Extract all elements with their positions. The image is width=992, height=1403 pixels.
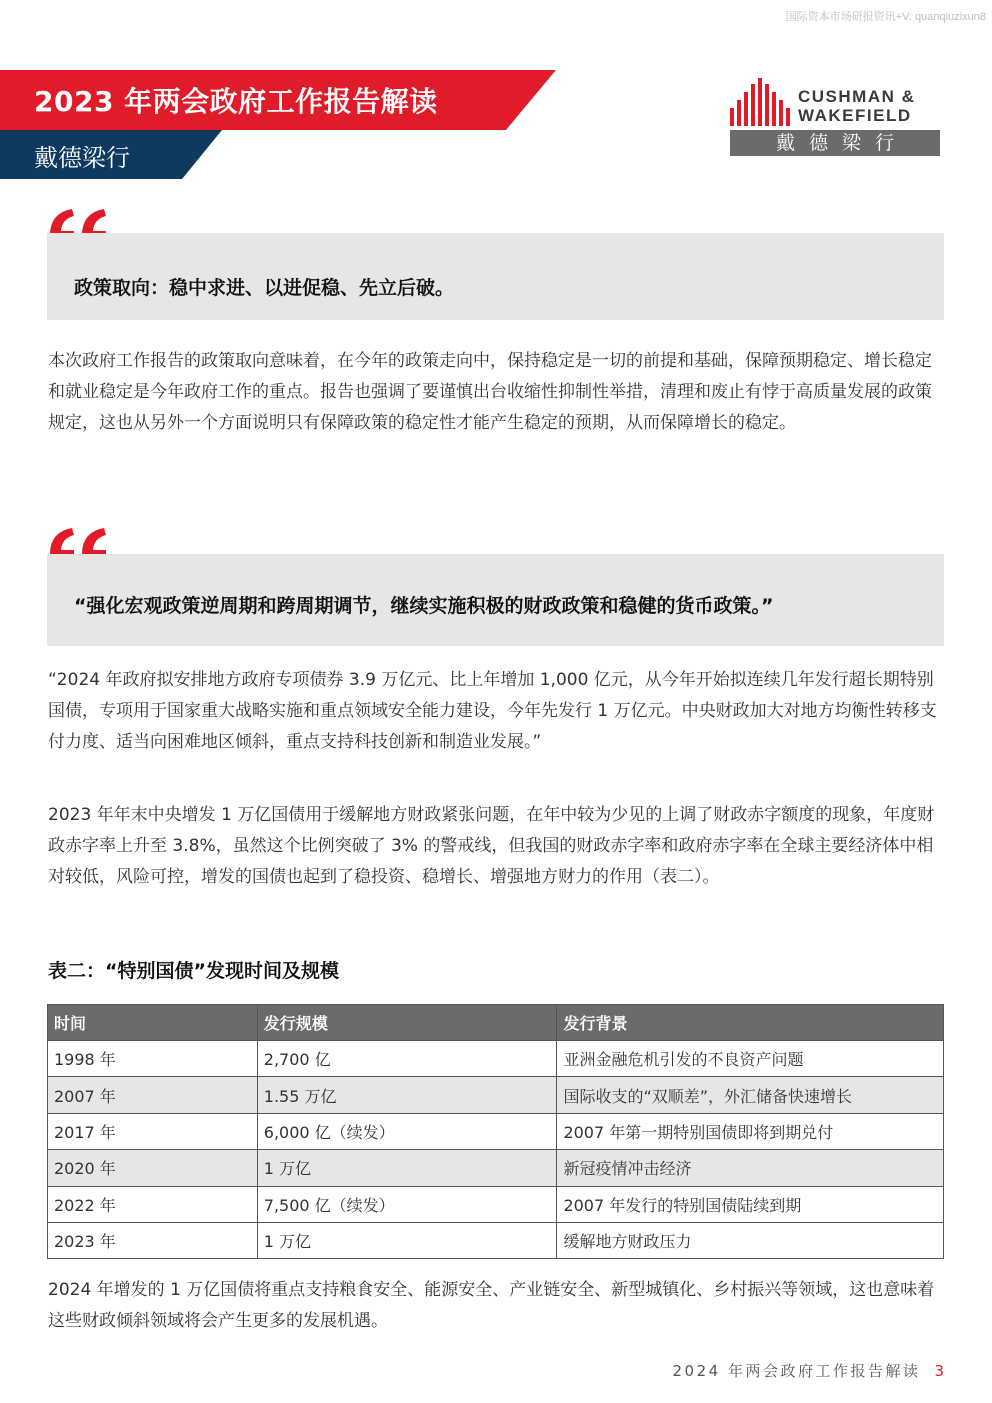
table-cell: 2,700 亿 — [257, 1041, 557, 1077]
page-footer — [673, 1360, 945, 1381]
footer-title: 2024 年两会政府工作报告解读 — [672, 1362, 921, 1380]
table-cell: 新冠疫情冲击经济 — [557, 1150, 944, 1186]
paragraph: 2024 年增发的 1 万亿国债将重点支持粮食安全、能源安全、产业链安全、新型城镇化、乡村振兴等领域，这也意味着这些财政倾斜领域将会产生更多的发展机遇。 — [48, 1280, 935, 1331]
table-row — [48, 1113, 944, 1149]
table-cell: 1 万亿 — [257, 1222, 557, 1258]
paragraph: 2023 年年末中央增发 1 万亿国债用于缓解地方财政紧张问题，在年中较为少见的上调了财政赤字额度的现象，年度财政赤字率上升至 3.8%，虽然这个比例突破了 3% 的警戒线，但我国的财政赤字率和政府赤字率在全球主要经济体中相对较低，风险可控，增发的国债也起到了稳投资、稳增长、增强地方财力的作用（表二）。 — [48, 805, 935, 887]
table-cell: 2007 年发行的特别国债陆续到期 — [557, 1186, 944, 1222]
table-cell: 2007 年 — [48, 1077, 258, 1113]
quote-box — [47, 233, 944, 320]
table-header-row — [48, 1005, 944, 1041]
table-cell: 6,000 亿（续发） — [257, 1113, 557, 1149]
table-cell: 1998 年 — [48, 1041, 258, 1077]
page-title: 2023 年两会政府工作报告解读 — [34, 85, 438, 118]
table-header-cell: 时间 — [48, 1005, 258, 1041]
table-cell: 1.55 万亿 — [257, 1077, 557, 1113]
table-cell: 国际收支的“双顺差”，外汇储备快速增长 — [557, 1077, 944, 1113]
watermark: 国际资本市场研报资讯+V: quanqiuzixun8 — [785, 11, 986, 23]
table-cell: 2020 年 — [48, 1150, 258, 1186]
page-subtitle: 戴德梁行 — [34, 144, 130, 172]
quote-text: “强化宏观政策逆周期和跨周期调节，继续实施积极的财政政策和稳健的货币政策。” — [74, 595, 774, 617]
table-row — [48, 1041, 944, 1077]
table-row — [48, 1222, 944, 1258]
table-cell: 2023 年 — [48, 1222, 258, 1258]
table-cell: 1 万亿 — [257, 1150, 557, 1186]
table-cell: 2017 年 — [48, 1113, 258, 1149]
table-row — [48, 1150, 944, 1186]
table-cell: 2022 年 — [48, 1186, 258, 1222]
logo-wordmark: CUSHMAN & WAKEFIELD — [798, 87, 916, 125]
table-row — [48, 1077, 944, 1113]
page-number: 3 — [934, 1362, 944, 1380]
table-header-cell: 发行规模 — [257, 1005, 557, 1041]
quote-text: 政策取向：稳中求进、以进促稳、先立后破。 — [74, 277, 455, 299]
table-row — [48, 1186, 944, 1222]
table-header-cell: 发行背景 — [557, 1005, 944, 1041]
table-cell: 缓解地方财政压力 — [557, 1222, 944, 1258]
table-cell: 2007 年第一期特别国债即将到期兑付 — [557, 1113, 944, 1149]
table-title: 表二：“特别国债”发现时间及规模 — [48, 960, 339, 982]
paragraph: 本次政府工作报告的政策取向意味着，在今年的政策走向中，保持稳定是一切的前提和基础，保障预期稳定、增长稳定和就业稳定是今年政府工作的重点。报告也强调了要谨慎出台收缩性抑制性举措，清理和废止有悖于高质量发展的政策规定，这也从另外一个方面说明只有保障政策的稳定性才能产生稳定的预期，从而保障增长的稳定。 — [48, 351, 932, 433]
special-bonds-table — [47, 1004, 944, 1259]
logo-chinese-name: 戴德梁行 — [730, 130, 940, 156]
paragraph: “2024 年政府拟安排地方政府专项债券 3.9 万亿元、比上年增加 1,000 亿元，从今年开始拟连续几年发行超长期特别国债，专项用于国家重大战略实施和重点领域安全能力建设，今年先发行 1 万亿元。中央财政加大对地方均衡性转移支付力度、适当向困难地区倾斜，重点支持科技创新和制造业发展。” — [48, 670, 937, 752]
table-cell: 7,500 亿（续发） — [257, 1186, 557, 1222]
quote-box — [47, 554, 944, 646]
logo-building-icon — [730, 78, 792, 126]
table-cell: 亚洲金融危机引发的不良资产问题 — [557, 1041, 944, 1077]
cushman-wakefield-logo — [730, 78, 940, 158]
